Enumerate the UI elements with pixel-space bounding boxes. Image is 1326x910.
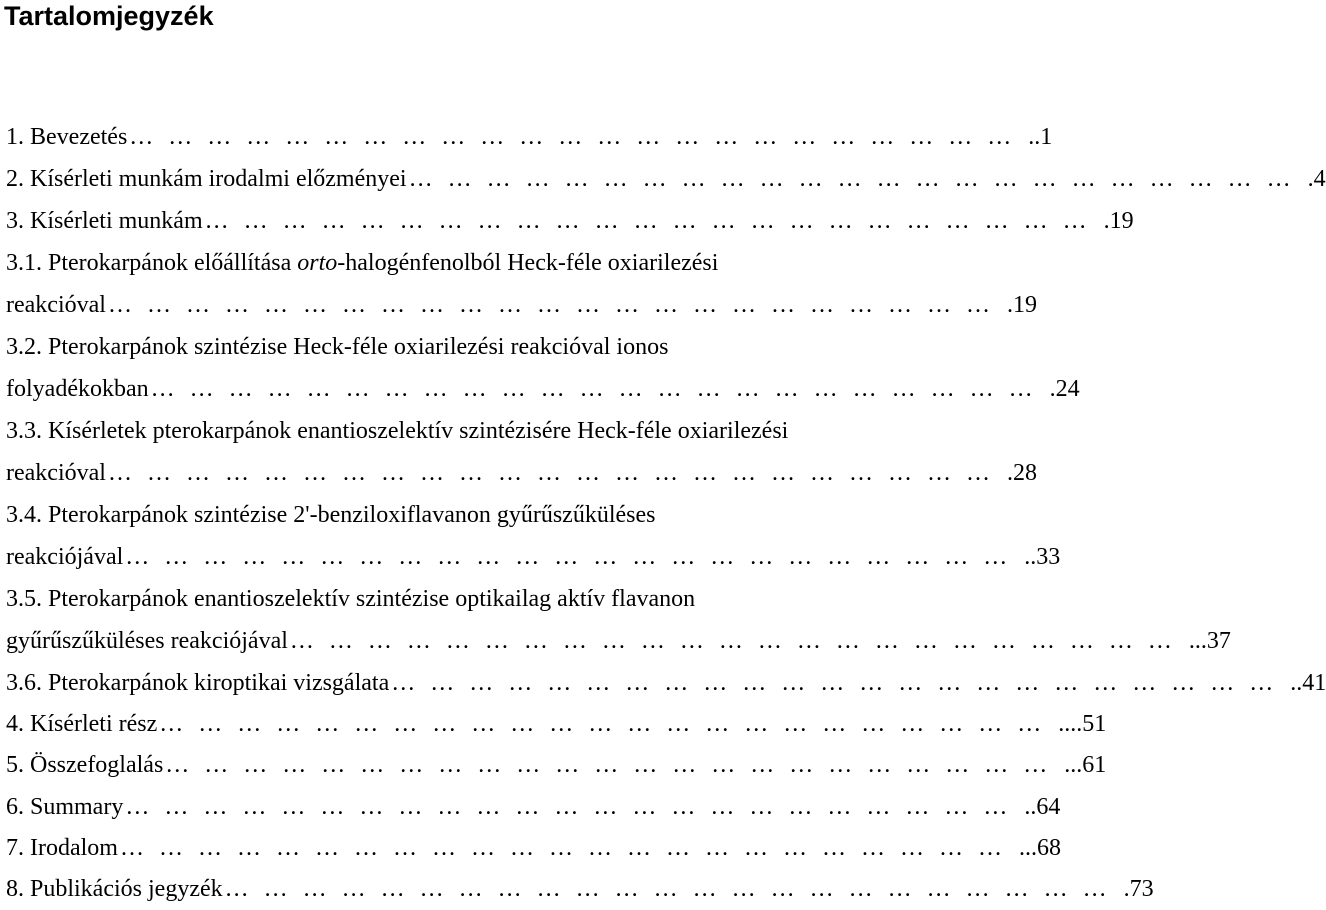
toc-entry-text: 4. Kísérleti rész [6, 711, 158, 737]
toc-entry [0, 745, 1107, 786]
toc-page-number: .73 [1123, 876, 1154, 903]
toc-entry-text: 3.2. Pterokarpánok szintézise Heck-féle oxiarilezési reakcióval ionos [6, 334, 669, 360]
toc-entry-text: 3.6. Pterokarpánok kiroptikai vizsgálata [6, 670, 390, 696]
toc-entry [0, 158, 1326, 200]
dot-leader: …………………………………………………………… [224, 876, 1122, 903]
toc-entry [0, 536, 1061, 578]
toc-entry [0, 494, 960, 536]
toc-page-number: ..41 [1290, 670, 1326, 696]
toc-entry-text: gyűrűszűküléses reakciójával [6, 628, 288, 654]
toc-entry [0, 452, 1037, 494]
toc-entry-text [6, 242, 718, 284]
toc-entry [0, 368, 1080, 410]
toc-entry [0, 326, 960, 368]
toc-entry [0, 410, 960, 452]
toc-entry-text: 3.3. Kísérletek pterokarpánok enantioszelektív szintézisére Heck-féle oxiarilezési [6, 418, 789, 444]
toc-entry-text: 8. Publikációs jegyzék [6, 876, 223, 903]
dot-leader: …………………………………………………………… [289, 628, 1187, 654]
toc-page-number: .24 [1049, 376, 1080, 402]
toc-page-number: .19 [1006, 292, 1037, 318]
dot-leader: …………………………………………………………… [408, 166, 1306, 192]
dot-leader: …………………………………………………………… [125, 793, 1023, 820]
toc-page-number: ..1 [1028, 124, 1053, 150]
toc-page-number: ..64 [1024, 793, 1061, 820]
toc-entry-text: 5. Összefoglalás [6, 752, 164, 779]
toc-entry-text: reakciójával [6, 544, 124, 570]
toc-entry-text-italic: orto [297, 250, 338, 276]
toc-page-number: .28 [1006, 460, 1037, 486]
toc-entry [0, 116, 1053, 158]
dot-leader: …………………………………………………………… [165, 752, 1063, 779]
toc-entry-text: 2. Kísérleti munkám irodalmi előzményei [6, 166, 407, 192]
toc-entry [0, 200, 1134, 242]
toc-entry [0, 869, 1154, 910]
dot-leader: …………………………………………………………… [107, 460, 1005, 486]
dot-leader: …………………………………………………………… [204, 208, 1102, 234]
toc-page-number: ...37 [1188, 628, 1231, 654]
toc-entry [0, 662, 1326, 704]
toc-entry-text: folyadékokban [6, 376, 149, 402]
toc-entry [0, 828, 1061, 869]
toc-page-number: ...68 [1018, 834, 1061, 861]
toc-page-number: ...61 [1064, 752, 1107, 779]
toc-entry-text: 3.5. Pterokarpánok enantioszelektív szintézise optikailag aktív flavanon [6, 586, 696, 612]
dot-leader: …………………………………………………………… [119, 834, 1017, 861]
toc-page-number: ..33 [1024, 544, 1061, 570]
toc-entry-text-start: 3.1. Pterokarpánok előállítása [6, 250, 298, 276]
table-of-contents [0, 116, 1326, 910]
dot-leader: …………………………………………………………… [107, 292, 1005, 318]
toc-entry [0, 620, 1231, 662]
toc-entry-text: 6. Summary [6, 793, 124, 820]
toc-page-number: ....51 [1058, 711, 1107, 737]
toc-entry-text: 7. Irodalom [6, 834, 118, 861]
toc-page-number: .4 [1307, 166, 1326, 192]
page-title: Tartalomjegyzék [4, 1, 214, 31]
dot-leader: …………………………………………………………… [129, 124, 1027, 150]
dot-leader: …………………………………………………………… [150, 376, 1048, 402]
toc-entry [0, 787, 1061, 828]
toc-entry-text: reakcióval [6, 460, 106, 486]
toc-entry [0, 284, 1037, 326]
dot-leader: …………………………………………………………… [125, 544, 1023, 570]
toc-entry-text: 1. Bevezetés [6, 124, 128, 150]
toc-entry-text: reakcióval [6, 292, 106, 318]
toc-entry-text: 3. Kísérleti munkám [6, 208, 203, 234]
toc-entry [0, 578, 960, 620]
toc-entry-text: 3.4. Pterokarpánok szintézise 2'-benziloxiflavanon gyűrűszűküléses [6, 502, 656, 528]
toc-entry [0, 704, 1107, 745]
toc-page-number: .19 [1103, 208, 1134, 234]
toc-entry-text-end: -halogénfenolból Heck-féle oxiarilezési [337, 250, 719, 276]
dot-leader: …………………………………………………………… [391, 670, 1289, 696]
toc-entry [0, 242, 960, 284]
dot-leader: …………………………………………………………… [159, 711, 1057, 737]
